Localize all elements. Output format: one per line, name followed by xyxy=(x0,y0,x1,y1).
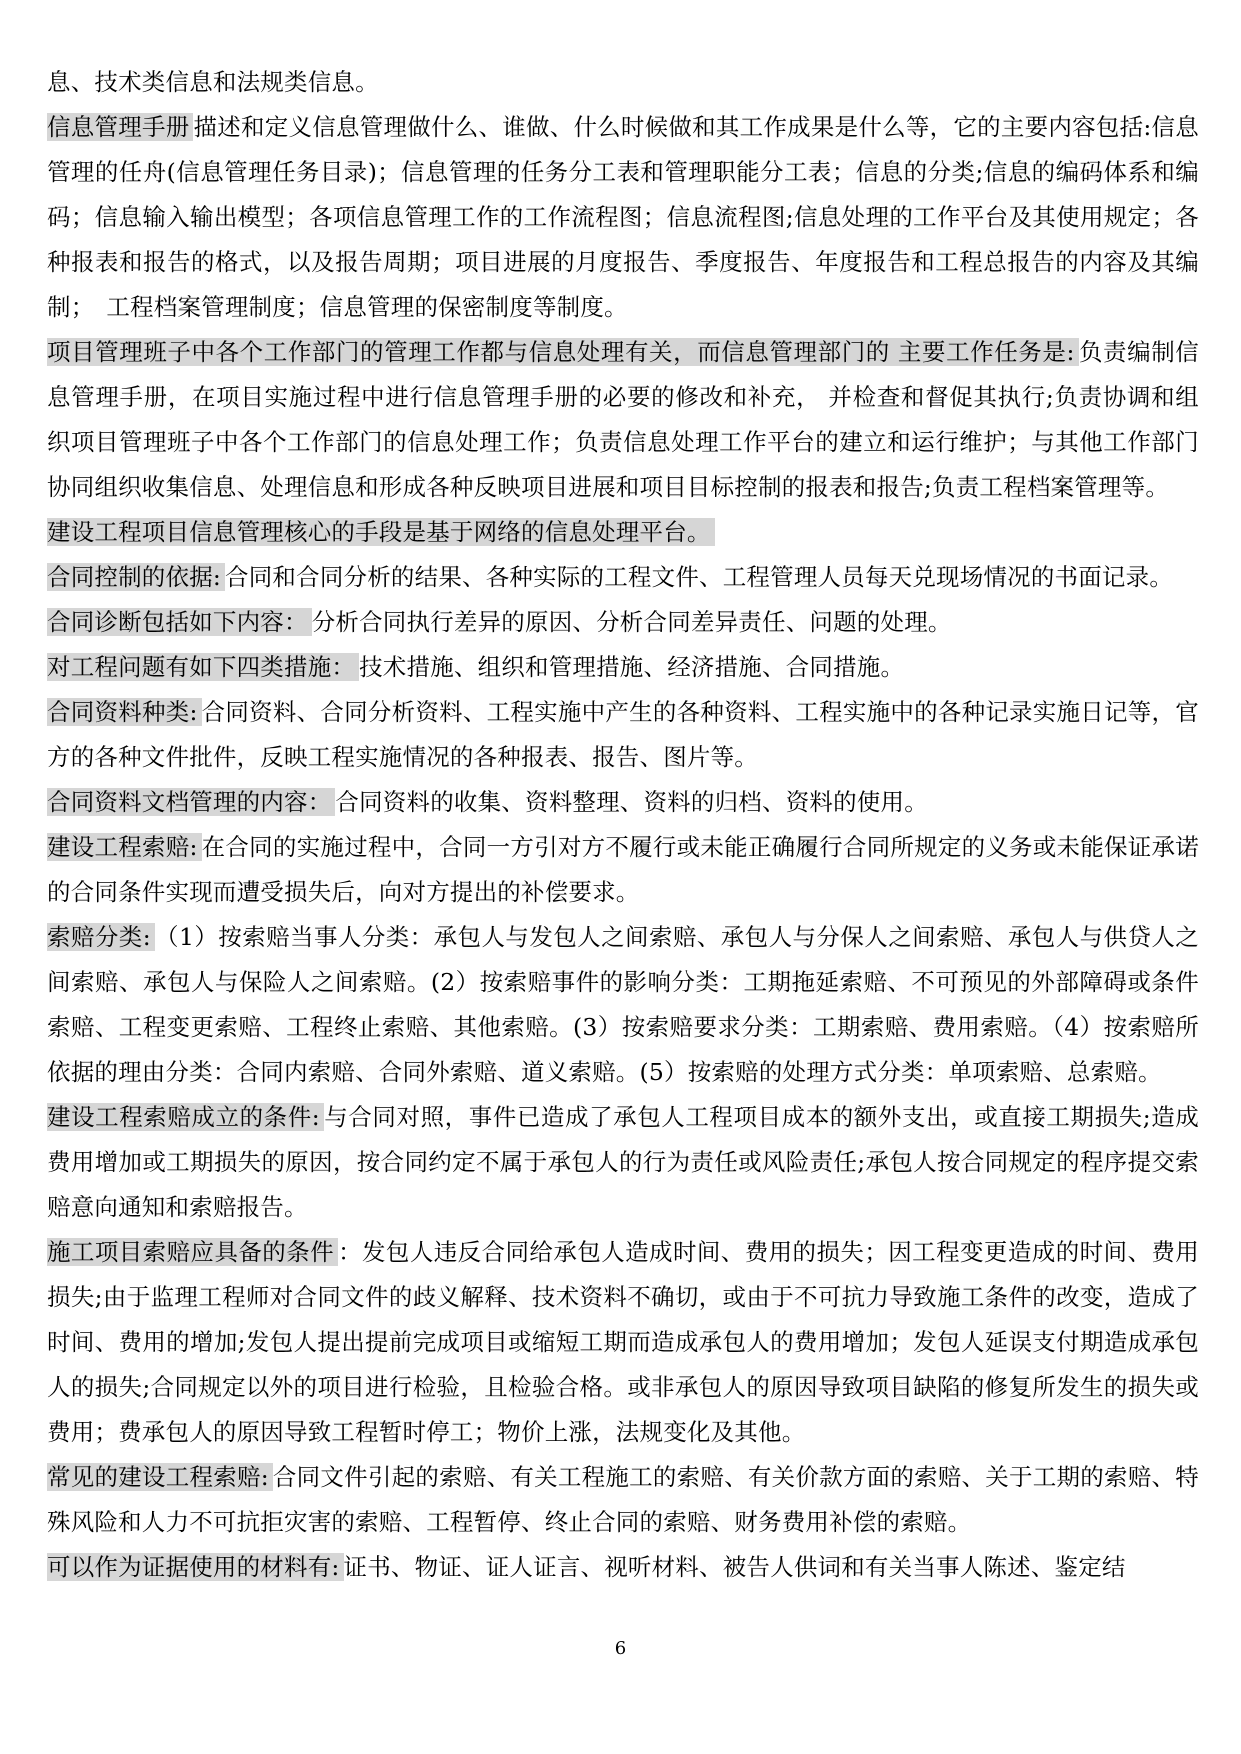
paragraph-text: 合同资料的收集、资料整理、资料的归档、资料的使用。 xyxy=(335,788,928,816)
paragraph xyxy=(47,555,1199,600)
paragraph-text: 在合同的实施过程中，合同一方引对方不履行或未能正确履行合同所规定的义务或未能保证承诺的合同条件实现而遭受损失后，向对方提出的补偿要求。 xyxy=(47,833,1199,906)
paragraph-text: ：发包人违反合同给承包人造成时间、费用的损失；因工程变更造成的时间、费用损失;由于监理工程师对合同文件的歧义解释、技术资料不确切，或由于不可抗力导致施工条件的改变，造成了时间、费用的增加;发包人提出提前完成项目或缩短工期而造成承包人的费用增加；发包人延误支付期造成承包人的损失;合同规定以外的项目进行检验，且检验合格。或非承包人的原因导致项目缺陷的修复所发生的损失或费用；费承包人的原因导致工程暂时停工；物价上涨，法规变化及其他。 xyxy=(47,1238,1199,1446)
paragraph-text: 描述和定义信息管理做什么、谁做、什么时候做和其工作成果是什么等，它的主要内容包括:信息管理的任舟(信息管理任务目录)；信息管理的任务分工表和管理职能分工表；信息的分类;信息的编码体系和编码；信息输入输出模型；各项信息管理工作的工作流程图；信息流程图;信息处理的工作平台及其使用规定；各种报表和报告的格式，以及报告周期；项目进展的月度报告、季度报告、年度报告和工程总报告的内容及其编制； 工程档案管理制度；信息管理的保密制度等制度。 xyxy=(47,113,1199,321)
paragraph-heading: 建设工程索赔: xyxy=(47,833,202,861)
paragraph xyxy=(47,600,1199,645)
paragraph xyxy=(47,690,1199,780)
paragraph xyxy=(47,780,1199,825)
paragraph xyxy=(47,1095,1199,1230)
paragraph-heading: 项目管理班子中各个工作部门的管理工作都与信息处理有关，而信息管理部门的 主要工作任务是: xyxy=(47,338,1079,366)
paragraph xyxy=(47,330,1199,510)
paragraph xyxy=(47,1455,1199,1545)
paragraph-text: 息、技术类信息和法规类信息。 xyxy=(47,68,379,96)
paragraph-text: 负责编制信息管理手册，在项目实施过程中进行信息管理手册的必要的修改和补充， 并检查和督促其执行;负责协调和组织项目管理班子中各个工作部门的信息处理工作；负责信息处理工作平台的建立和运行维护；与其他工作部门协同组织收集信息、处理信息和形成各种反映项目进展和项目目标控制的报表和报告;负责工程档案管理等。 xyxy=(47,338,1200,501)
paragraph xyxy=(47,1545,1199,1590)
paragraph-text: （1）按索赔当事人分类：承包人与发包人之间索赔、承包人与分保人之间索赔、承包人与供贷人之间索赔、承包人与保险人之间索赔。(2）按索赔事件的影响分类：工期拖延索赔、不可预见的外部障碍或条件索赔、工程变更索赔、工程终止索赔、其他索赔。(3）按索赔要求分类：工期索赔、费用索赔。（4）按索赔所依据的理由分类：合同内索赔、合同外索赔、道义索赔。(5）按索赔的处理方式分类：单项索赔、总索赔。 xyxy=(47,923,1200,1086)
paragraph-text: 与合同对照，事件已造成了承包人工程项目成本的额外支出，或直接工期损失;造成费用增加或工期损失的原因，按合同约定不属于承包人的行为责任或风险责任;承包人按合同规定的程序提交索赔意向通知和索赔报告。 xyxy=(47,1103,1199,1221)
page-number: 6 xyxy=(614,1638,627,1659)
paragraph xyxy=(47,915,1199,1095)
paragraph xyxy=(47,60,1199,105)
paragraph xyxy=(47,105,1199,330)
paragraph-heading: 对工程问题有如下四类措施： xyxy=(47,653,359,681)
paragraph xyxy=(47,825,1199,915)
paragraph-heading: 可以作为证据使用的材料有: xyxy=(47,1553,344,1581)
paragraph-heading: 合同诊断包括如下内容： xyxy=(47,608,312,636)
paragraph-heading: 施工项目索赔应具备的条件 xyxy=(47,1238,338,1266)
paragraph-text: 合同和合同分析的结果、各种实际的工程文件、工程管理人员每天兑现场情况的书面记录。 xyxy=(225,563,1174,591)
paragraph-text: 技术措施、组织和管理措施、经济措施、合同措施。 xyxy=(359,653,905,681)
paragraph-heading: 建设工程索赔成立的条件: xyxy=(47,1103,324,1131)
paragraph xyxy=(47,1230,1199,1455)
paragraph-heading: 合同资料种类: xyxy=(47,698,202,726)
paragraph xyxy=(47,510,1199,555)
paragraph-heading: 合同控制的依据: xyxy=(47,563,225,591)
paragraph-text: 合同文件引起的索赔、有关工程施工的索赔、有关价款方面的索赔、关于工期的索赔、特殊风险和人力不可抗拒灾害的索赔、工程暂停、终止合同的索赔、财务费用补偿的索赔。 xyxy=(47,1463,1199,1536)
paragraph-text: 分析合同执行差异的原因、分析合同差异责任、问题的处理。 xyxy=(311,608,952,636)
paragraph-text: 证书、物证、证人证言、视听材料、被告人供词和有关当事人陈述、鉴定结 xyxy=(343,1553,1126,1581)
paragraph-heading: 索赔分类: xyxy=(47,923,155,951)
paragraph-text: 合同资料、合同分析资料、工程实施中产生的各种资料、工程实施中的各种记录实施日记等，官方的各种文件批件，反映工程实施情况的各种报表、报告、图片等。 xyxy=(47,698,1199,771)
paragraph-heading: 合同资料文档管理的内容： xyxy=(47,788,335,816)
document-body xyxy=(47,60,1199,1590)
paragraph-heading: 建设工程项目信息管理核心的手段是基于网络的信息处理平台。 xyxy=(47,518,715,546)
paragraph xyxy=(47,645,1199,690)
paragraph-heading: 信息管理手册 xyxy=(47,113,193,141)
paragraph-heading: 常见的建设工程索赔: xyxy=(47,1463,273,1491)
